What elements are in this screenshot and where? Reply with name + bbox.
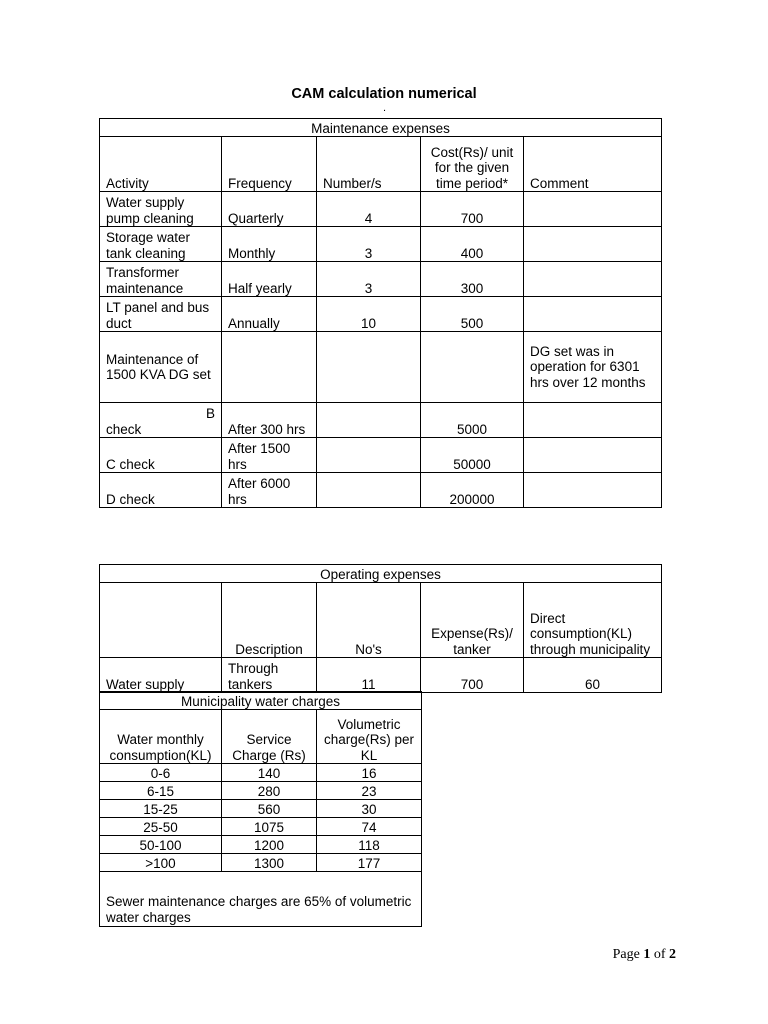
volumetric-cell: 16 <box>317 764 422 782</box>
comment-cell <box>524 403 662 438</box>
frequency-cell: Half yearly <box>222 262 317 297</box>
sewer-note: Sewer maintenance charges are 65% of volumetric water charges <box>100 872 422 927</box>
activity-cell: Maintenance of 1500 KVA DG set <box>100 332 222 403</box>
frequency-cell: After 1500 hrs <box>222 438 317 473</box>
header-direct: Direct consumption(KL) through municipality <box>524 583 662 658</box>
table-row <box>100 836 422 854</box>
maintenance-heading: Maintenance expenses <box>100 119 662 137</box>
header-expense: Expense(Rs)/ tanker <box>421 583 524 658</box>
activity-cell: Storage water tank cleaning <box>100 227 222 262</box>
header-description: Description <box>222 583 317 658</box>
municipality-table <box>99 691 422 927</box>
page-current: 1 <box>643 947 651 962</box>
direct-cell: 60 <box>524 658 662 693</box>
cost-cell: 50000 <box>421 438 524 473</box>
cost-cell <box>421 332 524 403</box>
description-cell: Through tankers <box>222 658 317 693</box>
header-activity: Activity <box>100 137 222 192</box>
activity-cell: Transformer maintenance <box>100 262 222 297</box>
table-row <box>100 403 662 438</box>
service-cell: 1300 <box>222 854 317 872</box>
cost-cell: 300 <box>421 262 524 297</box>
check-label: C check <box>100 438 222 473</box>
frequency-cell: Quarterly <box>222 192 317 227</box>
header-blank <box>100 583 222 658</box>
frequency-cell: After 6000 hrs <box>222 473 317 508</box>
table-row <box>100 764 422 782</box>
header-volumetric: Volumetric charge(Rs) per KL <box>317 710 422 764</box>
page-word: Page <box>612 947 640 962</box>
service-cell: 140 <box>222 764 317 782</box>
expense-cell: 700 <box>421 658 524 693</box>
volumetric-cell: 74 <box>317 818 422 836</box>
operating-table <box>99 564 662 693</box>
label-cell: Water supply <box>100 658 222 693</box>
frequency-cell <box>222 332 317 403</box>
cost-cell: 700 <box>421 192 524 227</box>
header-service: Service Charge (Rs) <box>222 710 317 764</box>
check-letter: B <box>205 406 215 421</box>
comment-cell <box>524 473 662 508</box>
frequency-cell: Annually <box>222 297 317 332</box>
cost-cell: 400 <box>421 227 524 262</box>
table-row <box>100 332 662 403</box>
volumetric-cell: 23 <box>317 782 422 800</box>
comment-cell <box>524 227 662 262</box>
range-cell: 6-15 <box>100 782 222 800</box>
page-footer <box>613 947 676 963</box>
number-cell: 4 <box>317 192 421 227</box>
page-total: 2 <box>669 947 676 962</box>
table-row <box>100 297 662 332</box>
number-cell <box>317 473 421 508</box>
header-consumption: Water monthly consumption(KL) <box>100 710 222 764</box>
number-cell: 3 <box>317 262 421 297</box>
header-cost: Cost(Rs)/ unit for the given time period* <box>421 137 524 192</box>
frequency-cell: After 300 hrs <box>222 403 317 438</box>
volumetric-cell: 177 <box>317 854 422 872</box>
number-cell <box>317 403 421 438</box>
range-cell: 15-25 <box>100 800 222 818</box>
nos-cell: 11 <box>317 658 421 693</box>
service-cell: 280 <box>222 782 317 800</box>
activity-cell: LT panel and bus duct <box>100 297 222 332</box>
check-label: check <box>106 421 142 437</box>
volumetric-cell: 118 <box>317 836 422 854</box>
maintenance-table <box>99 118 662 508</box>
comment-cell <box>524 438 662 473</box>
table-row <box>100 438 662 473</box>
header-comment: Comment <box>524 137 662 192</box>
comment-cell <box>524 192 662 227</box>
table-row <box>100 818 422 836</box>
cost-cell: 200000 <box>421 473 524 508</box>
table-row <box>100 262 662 297</box>
header-frequency: Frequency <box>222 137 317 192</box>
comment-cell <box>524 297 662 332</box>
table-row <box>100 473 662 508</box>
table-row <box>100 658 662 693</box>
of-word: of <box>653 947 666 962</box>
header-nos: No's <box>317 583 421 658</box>
number-cell <box>317 438 421 473</box>
cost-cell: 5000 <box>421 403 524 438</box>
service-cell: 1075 <box>222 818 317 836</box>
municipality-heading: Municipality water charges <box>100 692 422 710</box>
table-row <box>100 782 422 800</box>
header-number: Number/s <box>317 137 421 192</box>
frequency-cell: Monthly <box>222 227 317 262</box>
operating-heading: Operating expenses <box>100 565 662 583</box>
service-cell: 560 <box>222 800 317 818</box>
range-cell: 50-100 <box>100 836 222 854</box>
number-cell: 10 <box>317 297 421 332</box>
comment-cell: DG set was in operation for 6301 hrs over 12 months <box>524 332 662 403</box>
title-dot: . <box>383 102 387 114</box>
table-row <box>100 227 662 262</box>
range-cell: >100 <box>100 854 222 872</box>
check-label-cell <box>100 403 222 438</box>
table-row <box>100 192 662 227</box>
activity-cell: Water supply pump cleaning <box>100 192 222 227</box>
service-cell: 1200 <box>222 836 317 854</box>
table-row <box>100 854 422 872</box>
cost-cell: 500 <box>421 297 524 332</box>
volumetric-cell: 30 <box>317 800 422 818</box>
document-title: CAM calculation numerical <box>291 86 477 102</box>
check-label: D check <box>100 473 222 508</box>
number-cell <box>317 332 421 403</box>
range-cell: 25-50 <box>100 818 222 836</box>
range-cell: 0-6 <box>100 764 222 782</box>
table-row <box>100 800 422 818</box>
comment-cell <box>524 262 662 297</box>
number-cell: 3 <box>317 227 421 262</box>
